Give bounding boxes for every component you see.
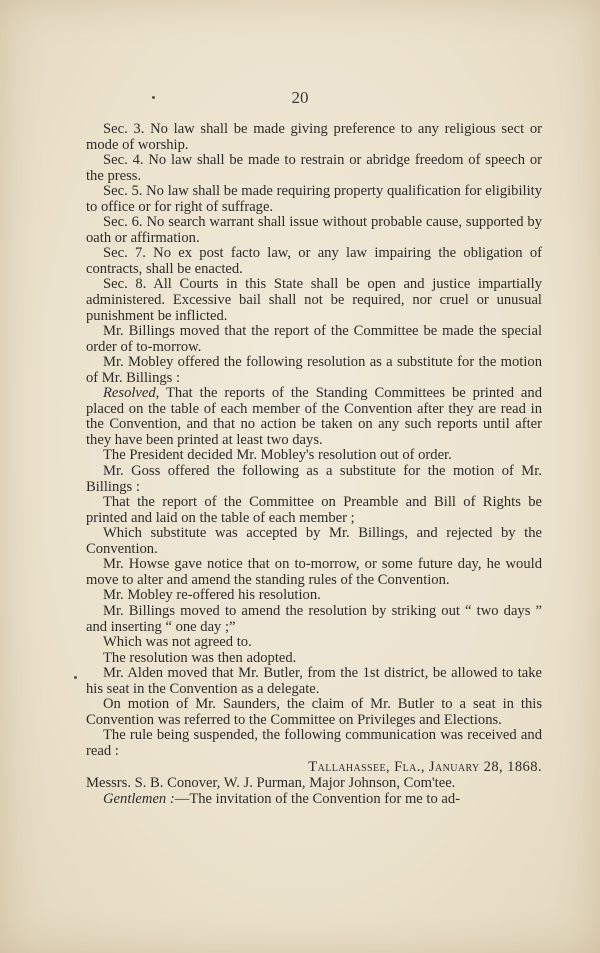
paragraph-not-agreed: Which was not agreed to. — [103, 634, 252, 651]
paragraph-billings-amend: Mr. Billings moved to amend the resolution by striking out “ two days ” and inserting “ one day ;” — [86, 602, 542, 635]
paragraph-sec-8: Sec. 8. All Courts in this State shall be open and justice impartially administered. Excessive bail shall not be required, nor cruel or unusual punishment be inflicted. — [86, 276, 542, 324]
paragraph-sec-6: Sec. 6. No search warrant shall issue without probable cause, supported by oath or affirmation. — [86, 214, 542, 246]
paragraph-sec-5: Sec. 5. No law shall be made requiring property qualification for eligibility to office or for right of suffrage. — [86, 183, 542, 215]
resolved-label: Resolved, — [103, 385, 160, 402]
paragraph-howse-notice: Mr. Howse gave notice that on to-morrow, or some future day, he would move to alter and amend the standing rules of the Convention. — [86, 556, 542, 588]
paragraph-saunders-motion: On motion of Mr. Saunders, the claim of Mr. Butler to a seat in this Convention was referred to the Committee on Privileges and Elections. — [86, 696, 542, 728]
page-number: 20 — [291, 88, 309, 107]
body-text — [86, 122, 542, 807]
paragraph-mobley-offer: Mr. Mobley offered the following resolution as a substitute for the motion of Mr. Billings : — [86, 354, 542, 386]
letter-address: Messrs. S. B. Conover, W. J. Purman, Major Johnson, Com'tee. — [86, 774, 456, 791]
paragraph-communication: The rule being suspended, the following communication was received and read : — [86, 727, 542, 759]
paragraph-alden-motion: Mr. Alden moved that Mr. Butler, from the 1st district, be allowed to take his seat in the Convention as a delegate. — [86, 665, 542, 697]
salutation-label: Gentlemen : — [103, 790, 175, 807]
paragraph-sec-4: Sec. 4. No law shall be made to restrain or abridge freedom of speech or the press. — [86, 152, 542, 184]
paragraph-sec-3: Sec. 3. No law shall be made giving preference to any religious sect or mode of worship. — [86, 121, 542, 153]
paragraph-resolution: Resolved, That the reports of the Standing Committees be printed and placed on the table of each member of the Convention after they are read in the Convention, and that no action be taken on any such reports until after they have been printed at least two days. — [86, 385, 542, 448]
letter-dateline: Tallahassee, Fla., January 28, 1868. — [308, 759, 542, 776]
ink-speck — [74, 676, 77, 679]
paragraph-substitute-rejected: Which substitute was accepted by Mr. Billings, and rejected by the Convention. — [86, 525, 542, 557]
ink-speck — [152, 96, 155, 99]
paragraph-goss-offer: Mr. Goss offered the following as a substitute for the motion of Mr. Billings : — [86, 463, 542, 495]
paragraph-adopted: The resolution was then adopted. — [103, 649, 297, 666]
paragraph-goss-substitute: That the report of the Committee on Preamble and Bill of Rights be printed and laid on the table of each member ; — [86, 494, 542, 526]
letter-salutation: Gentlemen :—The invitation of the Convention for me to ad- — [103, 790, 461, 807]
paragraph-billings-motion: Mr. Billings moved that the report of the Committee be made the special order of to-morrow. — [86, 323, 542, 355]
paragraph-president-decision: The President decided Mr. Mobley's resolution out of order. — [103, 447, 452, 464]
paragraph-mobley-reoffer: Mr. Mobley re-offered his resolution. — [103, 587, 321, 604]
paragraph-sec-7: Sec. 7. No ex post facto law, or any law impairing the obligation of contracts, shall be enacted. — [86, 245, 542, 277]
